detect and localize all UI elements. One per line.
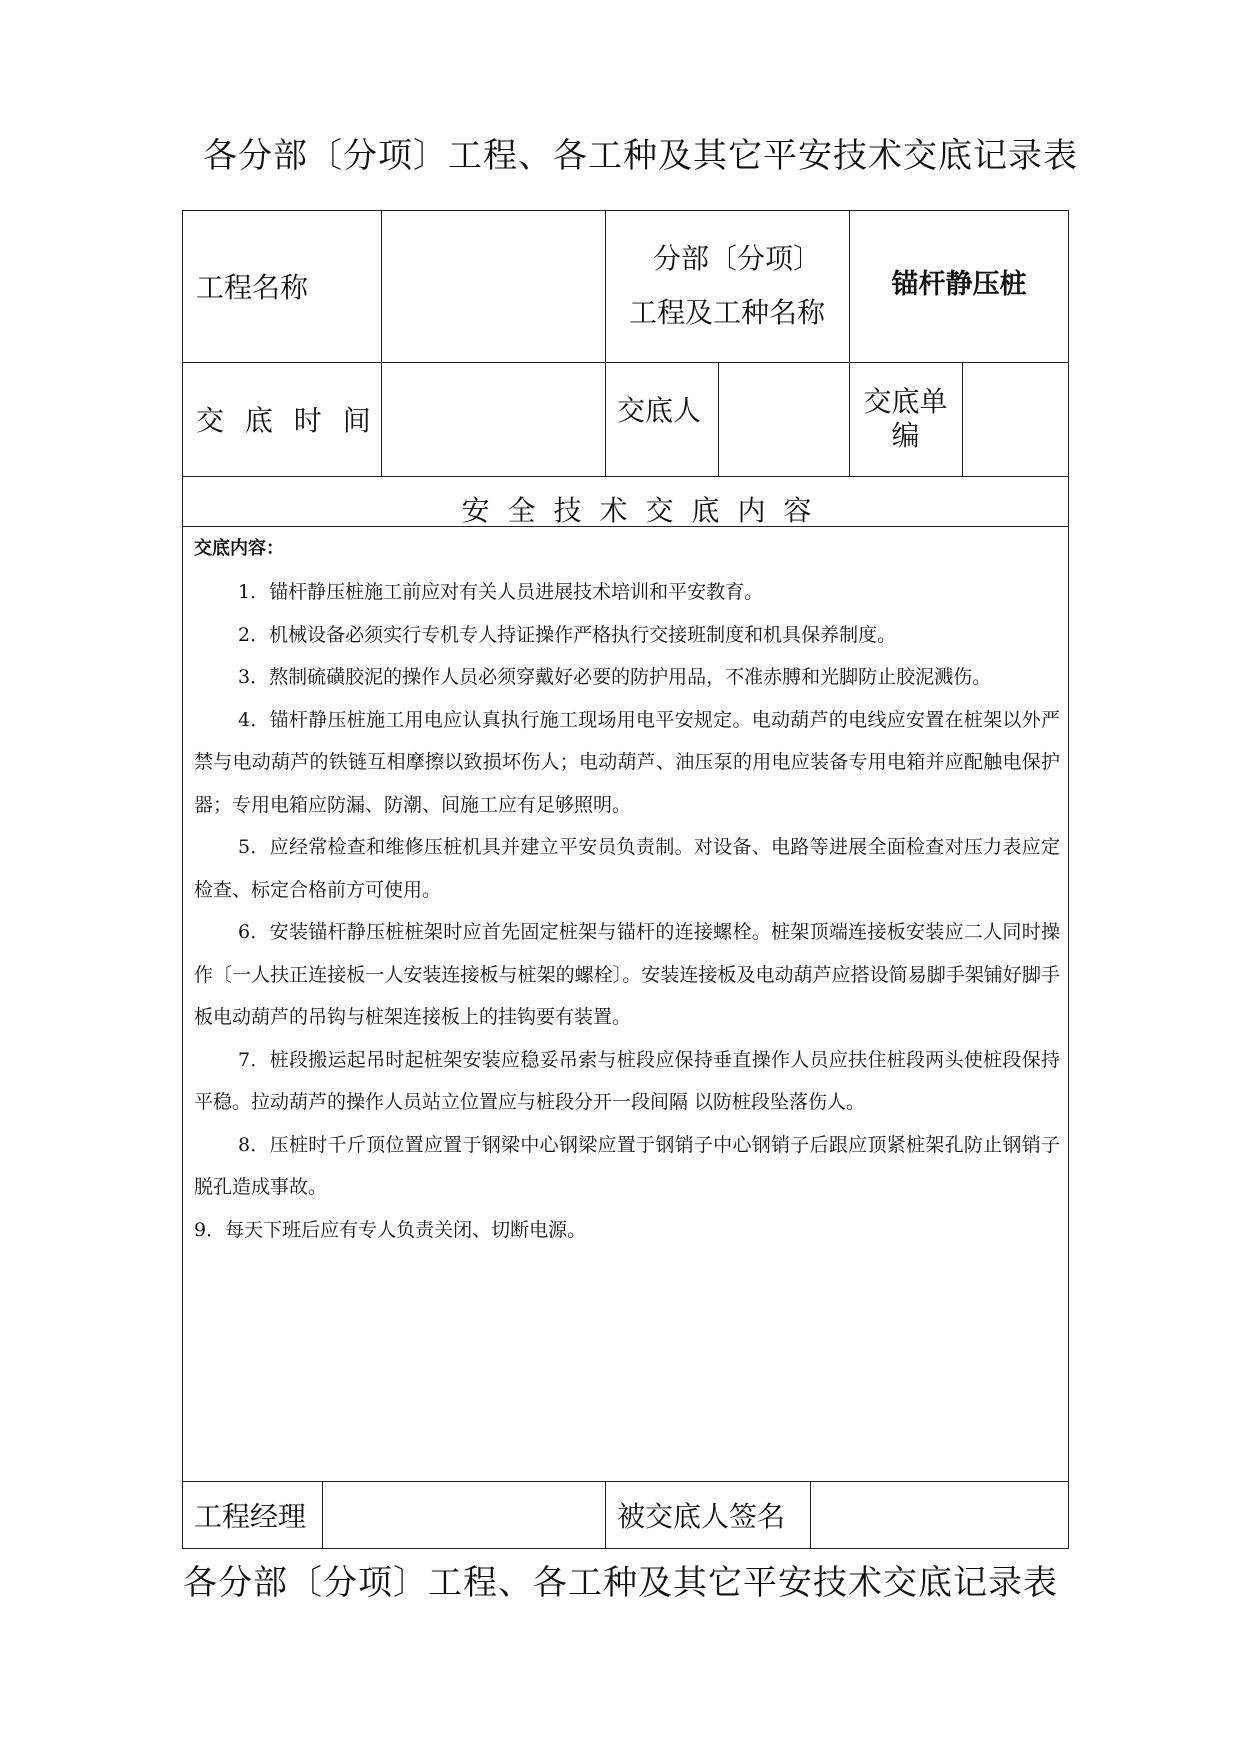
project-name-field[interactable] xyxy=(381,210,605,362)
handover-unit-field[interactable] xyxy=(962,362,1069,476)
handover-unit-label-line2: 编 xyxy=(891,419,920,452)
document-title-repeat: 各分部〔分项〕工程、各工种及其它平安技术交底记录表 xyxy=(183,1563,1058,1603)
receiver-signature-label: 被交底人签名 xyxy=(617,1500,786,1533)
handover-unit-label-line1: 交底单 xyxy=(863,385,948,418)
handover-person-label: 交底人 xyxy=(617,394,702,427)
section-title: 安全技术交底内容 xyxy=(461,494,830,527)
handover-unit-label xyxy=(849,362,962,476)
content-heading: 交底内容： xyxy=(194,538,284,559)
content-item: 3．熬制硫磺胶泥的操作人员必须穿戴好必要的防护用品，不准赤膊和光脚防止胶泥溅伤。 xyxy=(238,666,992,688)
project-manager-field[interactable] xyxy=(322,1481,605,1549)
subproject-label-line1: 分部〔分项〕 xyxy=(652,242,821,275)
project-name-label: 工程名称 xyxy=(196,271,309,304)
document-title: 各分部〔分项〕工程、各工种及其它平安技术交底记录表 xyxy=(203,136,1078,176)
content-item: 5．应经常检查和维修压桩机具并建立平安员负责制。对设备、电路等进展全面检查对压力表应定检查、标定合格前方可使用。 xyxy=(194,836,1060,901)
handover-person-field[interactable] xyxy=(718,362,849,476)
subproject-label-line2: 工程及工种名称 xyxy=(628,296,825,329)
content-item: 7．桩段搬运起吊时起桩架安装应稳妥吊索与桩段应保持垂直操作人员应扶住桩段两头使桩段保持平稳。拉动葫芦的操作人员站立位置应与桩段分开一段间隔 以防桩段坠落伤人。 xyxy=(194,1048,1060,1113)
subproject-name-value[interactable]: 锚杆静压桩 xyxy=(891,268,1027,300)
handover-content xyxy=(194,535,1060,1251)
content-item: 8．压桩时千斤顶位置应置于钢梁中心钢梁应置于钢销子中心钢销子后跟应顶紧桩架孔防止钢销子脱孔造成事故。 xyxy=(194,1133,1060,1198)
content-item: 1．锚杆静压桩施工前应对有关人员进展技术培训和平安教育。 xyxy=(238,581,764,603)
content-item: 6．安装锚杆静压桩桩架时应首先固定桩架与锚杆的连接螺栓。桩架顶端连接板安装应二人同时操作〔一人扶正连接板一人安装连接板与桩架的螺栓〕。安装连接板及电动葫芦应搭设简易脚手架铺好脚手板电动葫芦的吊钩与桩架连接板上的挂钩要有装置。 xyxy=(194,921,1060,1028)
receiver-signature-field[interactable] xyxy=(810,1481,1069,1549)
subproject-label xyxy=(605,210,849,362)
project-manager-label: 工程经理 xyxy=(194,1500,307,1533)
content-item: 4．锚杆静压桩施工用电应认真执行施工现场用电平安规定。电动葫芦的电线应安置在桩架以外严禁与电动葫芦的铁链互相摩擦以致损坏伤人；电动葫芦、油压泵的用电应装备专用电箱并应配触电保护器；专用电箱应防漏、防潮、间施工应有足够照明。 xyxy=(194,708,1060,816)
handover-time-field[interactable] xyxy=(381,362,605,476)
content-item: 9．每天下班后应有专人负责关闭、切断电源。 xyxy=(194,1218,587,1241)
row-divider xyxy=(182,476,1069,477)
handover-time-label: 交 底 时 间 xyxy=(196,404,377,437)
content-item: 2．机械设备必须实行专机专人持证操作严格执行交接班制度和机具保养制度。 xyxy=(238,623,897,646)
